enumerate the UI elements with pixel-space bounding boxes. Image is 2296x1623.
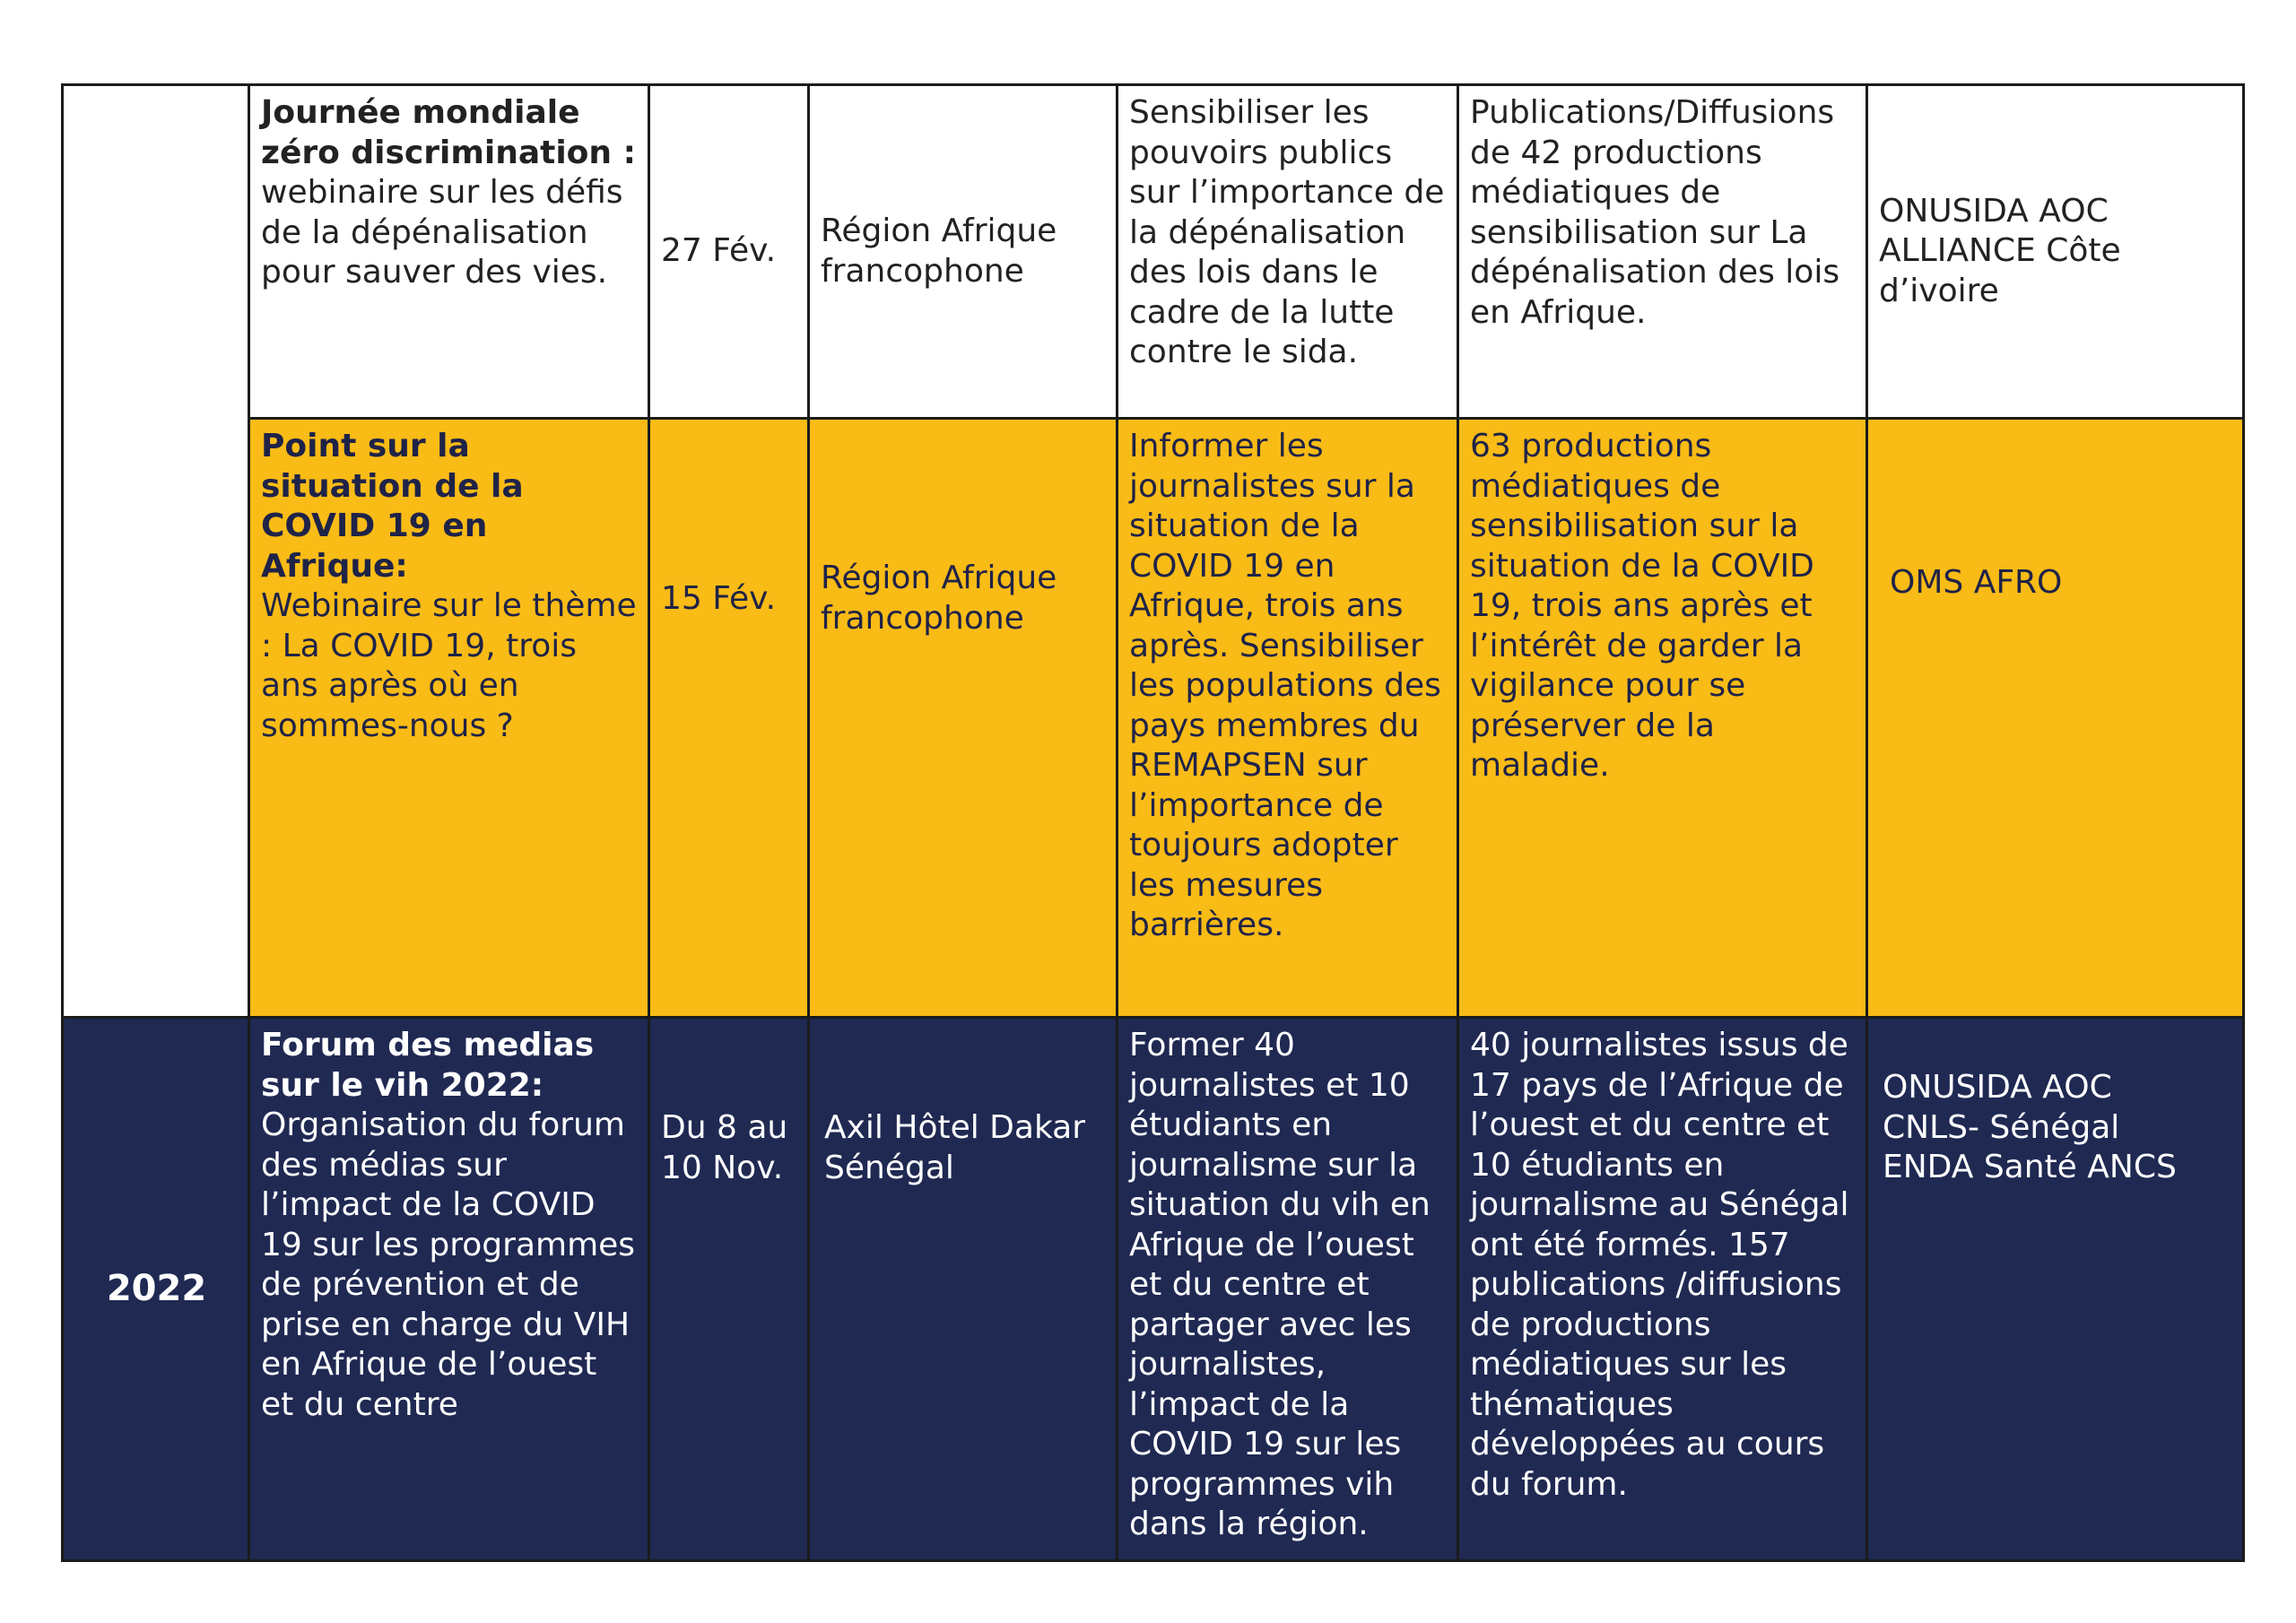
partners-cell: [1867, 1018, 2244, 1561]
date-text: 27 Fév.: [661, 232, 777, 270]
activity-description: Organisation du forum des médias sur l’impact de la COVID 19 sur les programmes de prévention et de prise en charge du VIH en Afrique de l’ouest et du centre: [261, 1107, 636, 1423]
activity-title: Journée mondiale zéro discrimination :: [261, 94, 636, 171]
table-row: [63, 1018, 2244, 1561]
activities-table: [61, 83, 2245, 1562]
partners-cell: [1867, 85, 2244, 419]
activity-title: Point sur la situation de la COVID 19 en Afrique:: [261, 428, 524, 585]
objective-text: Former 40 journalistes et 10 étudiants en journalisme sur la situation du vih en Afrique de l’ouest et du centre et partager avec les journalistes, l’impact de la COVID 19 sur les programmes vih dans la région.: [1129, 1027, 1431, 1542]
results-text: 40 journalistes issus de 17 pays de l’Afrique de l’ouest et du centre et 10 étudiants en journalisme au Sénégal ont été formés. 157 publications /diffusions de productions médiatiques sur les thématiques développées au cours du forum.: [1470, 1027, 1849, 1503]
date-cell: [649, 85, 809, 419]
date-text: 15 Fév.: [661, 580, 777, 617]
date-text: Du 8 au 10 Nov.: [661, 1109, 788, 1186]
year-label: 2022: [106, 1268, 207, 1310]
results-cell: [1458, 1018, 1867, 1561]
results-text: Publications/Diffusions de 42 productions médiatiques de sensibilisation sur La dépénalisation des lois en Afrique.: [1470, 94, 1840, 331]
results-text: 63 productions médiatiques de sensibilisation sur la situation de la COVID 19, trois ans après et l’intérêt de garder la vigilance pour se préserver de la maladie.: [1470, 428, 1814, 784]
results-cell: [1458, 419, 1867, 1018]
place-text: Axil Hôtel Dakar Sénégal: [824, 1109, 1086, 1186]
partner-name: ONUSIDA AOC: [1883, 1069, 2112, 1106]
objective-cell: [1118, 419, 1458, 1018]
activity-description: Webinaire sur le thème : La COVID 19, trois ans après où en sommes-nous ?: [261, 587, 637, 744]
results-cell: [1458, 85, 1867, 419]
partner-name: CNLS- Sénégal: [1883, 1108, 2120, 1146]
table-row: [63, 419, 2244, 1018]
table-row: [63, 85, 2244, 419]
objective-text: Sensibiliser les pouvoirs publics sur l’importance de la dépénalisation des lois dans le cadre de la lutte contre le sida.: [1129, 94, 1445, 370]
place-text: Région Afrique francophone: [821, 560, 1057, 637]
objective-text: Informer les journalistes sur la situation de la COVID 19 en Afrique, trois ans après. Sensibiliser les populations des pays membres du REMAPSEN sur l’importance de toujours adopter les mesures barrières.: [1129, 428, 1441, 943]
activity-cell: [249, 85, 649, 419]
date-cell: [649, 419, 809, 1018]
objective-cell: [1118, 85, 1458, 419]
partner-name: OMS AFRO: [1890, 564, 2063, 601]
partner-name: ONUSIDA AOC: [1879, 192, 2109, 230]
partners-cell: [1867, 419, 2244, 1018]
partner-name: ALLIANCE Côte d’ivoire: [1879, 232, 2121, 309]
activity-cell: [249, 1018, 649, 1561]
activity-cell: [249, 419, 649, 1018]
date-cell: [649, 1018, 809, 1561]
objective-cell: [1118, 1018, 1458, 1561]
place-cell: [809, 85, 1118, 419]
year-cell: [63, 85, 249, 1018]
partner-name: ENDA Santé ANCS: [1883, 1149, 2177, 1185]
place-cell: [809, 419, 1118, 1018]
year-cell: [63, 1018, 249, 1561]
activity-title: Forum des medias sur le vih 2022:: [261, 1027, 595, 1104]
activity-description: webinaire sur les défis de la dépénalisation pour sauver des vies.: [261, 174, 623, 291]
place-cell: [809, 1018, 1118, 1561]
activities-table-container: [61, 83, 2242, 1562]
place-text: Région Afrique francophone: [821, 213, 1057, 290]
